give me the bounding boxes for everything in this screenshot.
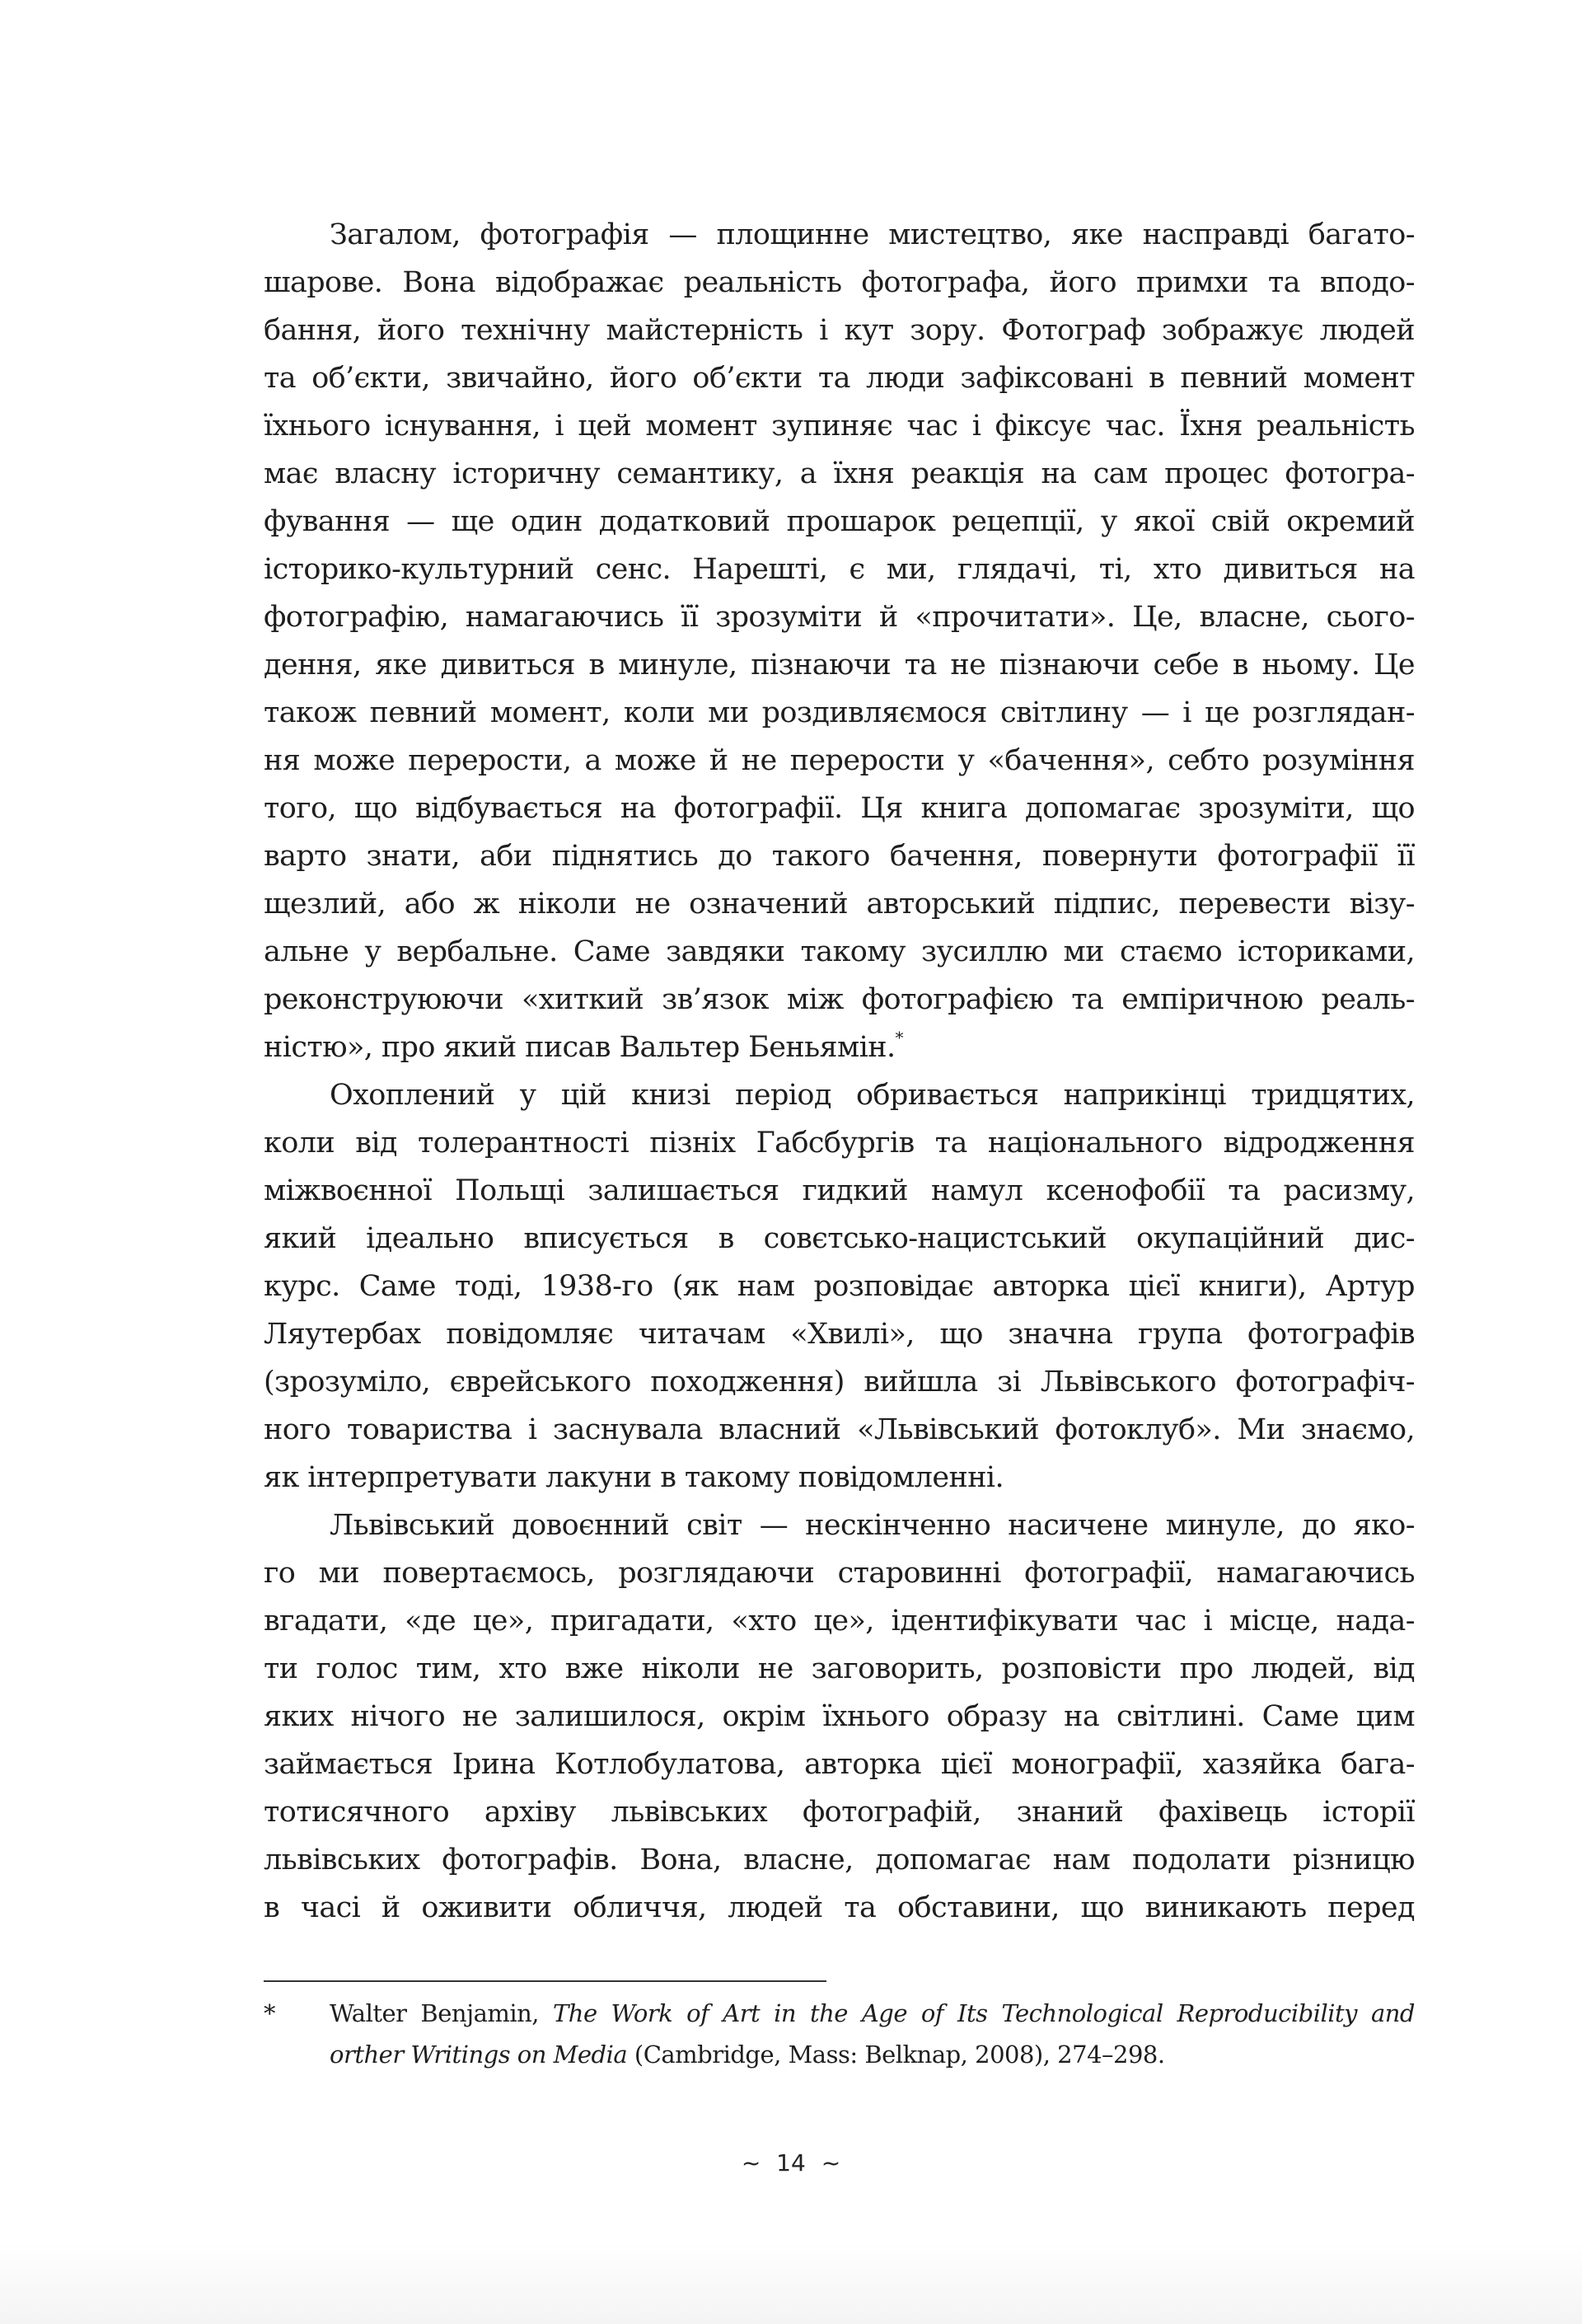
text-line — [264, 593, 1415, 641]
text-line — [264, 1788, 1415, 1836]
text-line — [264, 785, 1415, 832]
text-line — [264, 402, 1415, 450]
footnote-text-2 — [330, 2034, 1415, 2075]
text-line — [264, 976, 1415, 1024]
text-line-content: Львівський довоєнний світ — нескінченно насичене минуле, до яко- — [330, 1509, 1415, 1542]
text-line — [264, 1119, 1415, 1167]
footnote-marker: * — [264, 1999, 275, 2027]
text-line — [264, 1406, 1415, 1454]
text-line-content: коли від толерантності пізніх Габсбургів та національного відродження — [264, 1127, 1415, 1160]
text-line-content: та об’єкти, звичайно, його об’єкти та люди зафіксовані в певний момент — [264, 362, 1415, 395]
text-line — [264, 1836, 1415, 1884]
text-line — [264, 259, 1415, 307]
text-line-content: Ляутербах повідомляє читачам «Хвилі», що значна група фотографів — [264, 1318, 1415, 1351]
text-line — [264, 1549, 1415, 1597]
text-line — [264, 307, 1415, 354]
text-line-content: також певний момент, коли ми роздивляємося світлину — і це розглядан- — [264, 696, 1415, 729]
text-line-content: го ми повертаємось, розглядаючи старовинні фотографії, намагаючись — [264, 1557, 1415, 1590]
text-line-content: (зрозуміло, єврейського походження) вийшла зі Львівського фотографіч- — [264, 1366, 1415, 1399]
text-line — [264, 1024, 1415, 1071]
text-line — [264, 928, 1415, 976]
text-line — [264, 689, 1415, 737]
text-line-content: міжвоєнної Польщі залишається гидкий намул ксенофобії та расизму, — [264, 1174, 1415, 1207]
text-line — [264, 641, 1415, 689]
text-line-content: тотисячного архіву львівських фотографій, знаний фахівець історії — [264, 1796, 1415, 1829]
text-line-content: ного товариства і заснувала власний «Львівський фотоклуб». Ми знаємо, — [264, 1413, 1415, 1446]
text-line-content: шарове. Вона відображає реальність фотографа, його примхи та вподо- — [264, 266, 1415, 299]
text-line-content: ня може перерости, а може й не перерости у «бачення», себто розуміння — [264, 744, 1415, 777]
footnote-line-2 — [264, 2034, 1415, 2075]
text-line-content: фотографію, намагаючись її зрозуміти й «прочитати». Це, власне, сього- — [264, 601, 1415, 634]
footnote-reference[interactable]: * — [895, 1028, 903, 1047]
text-line-content: ністю», про який писав Вальтер Беньямін. — [264, 1031, 896, 1064]
text-line-content: займається Ірина Котлобулатова, авторка цієї монографії, хазяйка бага- — [264, 1748, 1415, 1781]
text-line-content: фування — ще один додатковий прошарок рецепції, у якої свій окремий — [264, 505, 1415, 538]
text-line — [264, 211, 1415, 259]
text-line — [264, 1310, 1415, 1358]
text-line-content: Загалом, фотографія — площинне мистецтво, яке насправді багато- — [330, 218, 1415, 251]
footnote-text-1 — [330, 1993, 1415, 2034]
text-line-content: вгадати, «де це», пригадати, «хто це», ідентифікувати час і місце, нада- — [264, 1605, 1415, 1638]
text-line — [264, 1597, 1415, 1645]
text-line-content: того, що відбувається на фотографії. Ця книга допомагає зрозуміти, що — [264, 792, 1415, 825]
text-line-content: щезлий, або ж ніколи не означений авторський підпис, перевести візу- — [264, 888, 1415, 921]
text-line-content: Охоплений у цій книзі період обривається наприкінці тридцятих, — [330, 1079, 1415, 1112]
text-line — [264, 1884, 1415, 1932]
text-line-content: який ідеально вписується в совєтсько-нацистський окупаційний дис- — [264, 1222, 1415, 1255]
text-line — [264, 832, 1415, 880]
text-line-content: як інтерпретувати лакуни в такому повідомленні. — [264, 1461, 1004, 1494]
text-line-content: має власну історичну семантику, а їхня реакція на сам процес фотогра- — [264, 457, 1415, 490]
text-line — [264, 880, 1415, 928]
text-line — [264, 1263, 1415, 1310]
text-line-content: курс. Саме тоді, 1938-го (як нам розповідає авторка цієї книги), Артур — [264, 1270, 1415, 1303]
text-line-content: альне у вербальне. Саме завдяки такому зусиллю ми стаємо істориками, — [264, 935, 1415, 968]
text-line-content: ти голос тим, хто вже ніколи не заговорить, розповісти про людей, від — [264, 1652, 1415, 1685]
text-line — [264, 498, 1415, 546]
text-line — [264, 1454, 1415, 1502]
text-line — [264, 737, 1415, 785]
text-line — [264, 1645, 1415, 1693]
text-line — [264, 1167, 1415, 1215]
footnote — [264, 1993, 1415, 2075]
footnote-line-1 — [264, 1993, 1415, 2034]
text-line-content: варто знати, аби піднятись до такого бачення, повернути фотографії її — [264, 840, 1415, 873]
text-line-content: дення, яке дивиться в минуле, пізнаючи та не пізнаючи себе в ньому. Це — [264, 649, 1415, 682]
text-line-content: історико-культурний сенс. Нарешті, є ми, глядачі, ті, хто дивиться на — [264, 553, 1415, 586]
text-line — [264, 1071, 1415, 1119]
text-line — [264, 1502, 1415, 1549]
text-line-content: в часі й оживити обличчя, людей та обставини, що виникають перед — [264, 1891, 1415, 1924]
text-line — [264, 354, 1415, 402]
text-line-content: львівських фотографів. Вона, власне, допомагає нам подолати різницю — [264, 1844, 1415, 1877]
text-line — [264, 1693, 1415, 1741]
text-line — [264, 1358, 1415, 1406]
body-text — [264, 211, 1415, 1932]
text-line-content: реконструюючи «хиткий зв’язок між фотографією та емпіричною реаль- — [264, 983, 1415, 1016]
text-line — [264, 1741, 1415, 1788]
footnote-title-part-1: The Work of Art in the Age of Its Technological Reproducibility and — [552, 1999, 1415, 2027]
text-line — [264, 1215, 1415, 1263]
text-line-content: їхнього існування, і цей момент зупиняє час і фіксує час. Їхня реальність — [264, 410, 1415, 443]
footnote-title-part-2: orther Writings on Media — [330, 2041, 628, 2069]
page-number: ~ 14 ~ — [741, 2149, 841, 2176]
text-line — [264, 546, 1415, 593]
footnote-author: Walter Benjamin, — [330, 1999, 553, 2027]
text-line-content: бання, його технічну майстерність і кут зору. Фотограф зображує людей — [264, 314, 1415, 347]
footnote-publication: (Cambridge, Mass: Belknap, 2008), 274–298. — [627, 2041, 1165, 2069]
text-line-content: яких нічого не залишилося, окрім їхнього образу на світлині. Саме цим — [264, 1700, 1415, 1733]
footnote-separator — [264, 1980, 826, 1982]
text-line — [264, 450, 1415, 498]
